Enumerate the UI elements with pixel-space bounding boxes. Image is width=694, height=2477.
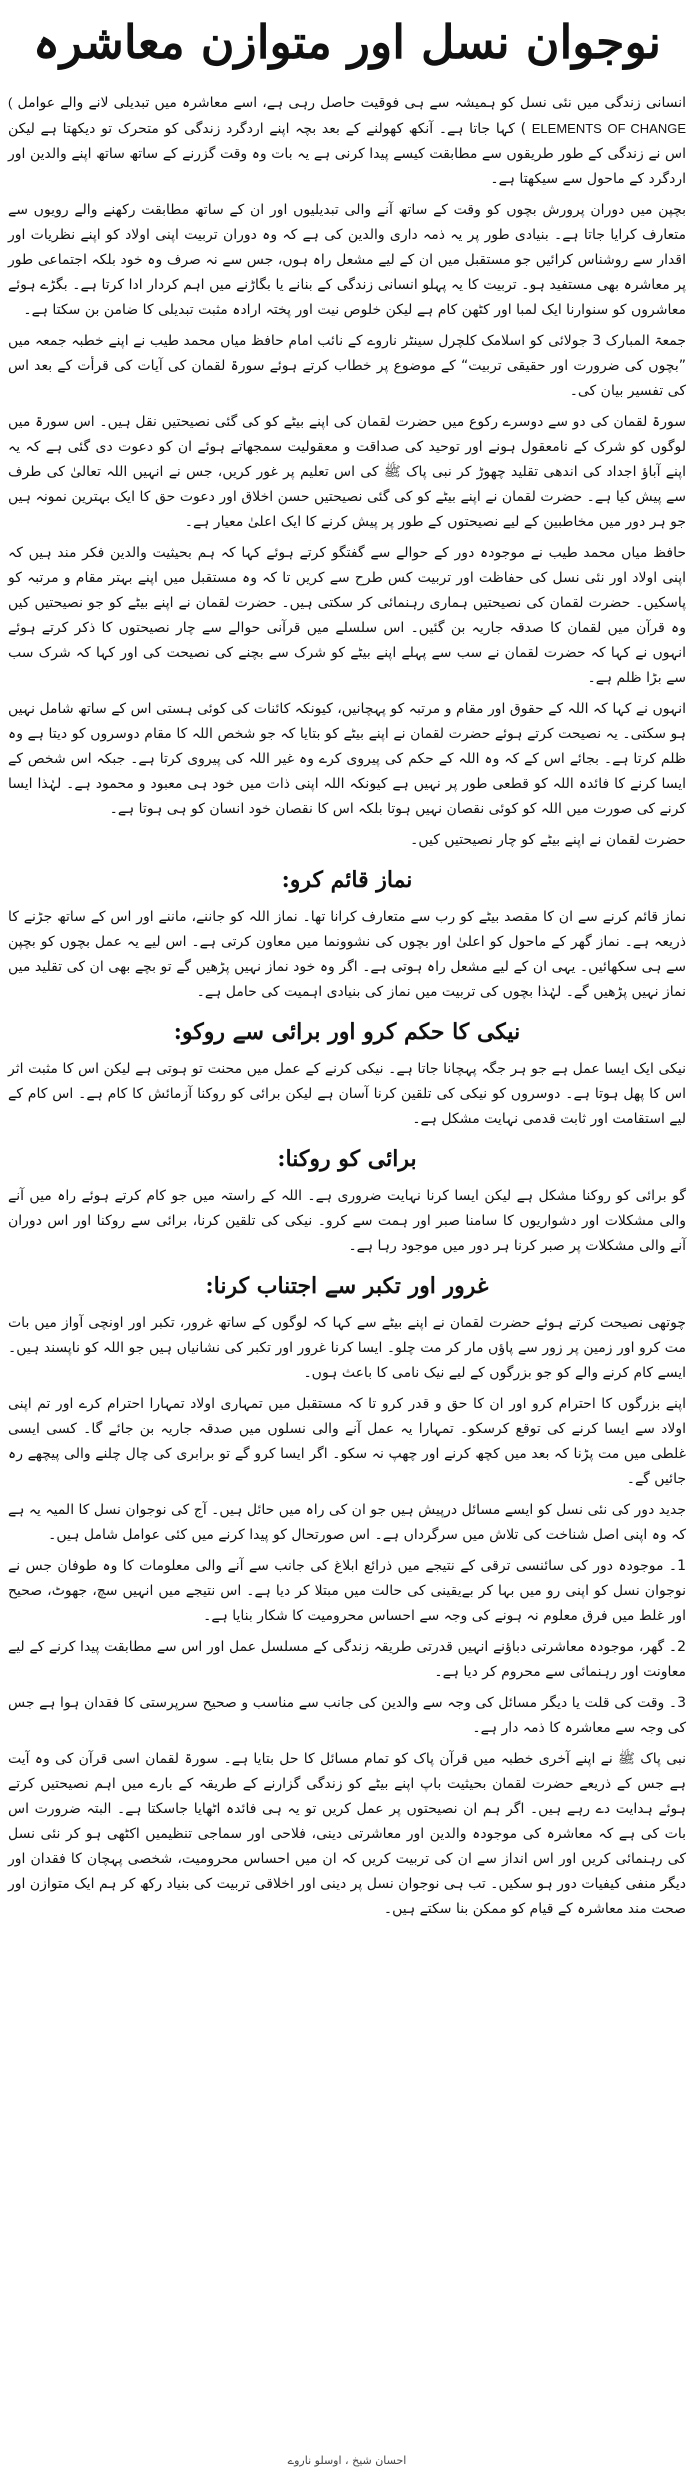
paragraph-intro-6: انہوں نے کہا کہ اللہ کے حقوق اور مقام و مرتبہ کو پہچانیں، کیونکہ کائنات کی کوئی ہستی اس کے ساتھ شامل نہیں ہو سکتی۔ یہ نصیحت کرتے ہوئے حضرت لقمان نے اپنے بیٹے کو بتایا کہ جو شخص اللہ کا مقام دوسروں کو دیتا ہے وہ ظلم کرتا ہے۔ بجائے اس کے کہ وہ اللہ کے حکم کی پیروی کرے وہ غیر اللہ کی پیروی کرتا ہے۔ جبکہ اس شخص کے ایسا کرنے کا فائدہ اللہ کو قطعی طور پر نہیں ہے کیونکہ اللہ اپنی ذات میں خود ہی معبود و محمود ہے۔ لہٰذا ایسا کرنے کی صورت میں اللہ کو کوئی نقصان نہیں ہوتا بلکہ اس کا نقصان خود انسان کو ہی ہوتا ہے۔ — [8, 701, 686, 817]
article-body — [0, 90, 694, 1922]
section-heading-prayer: نماز قائم کرو: — [281, 867, 413, 893]
paragraph-intro-3: جمعۃ المبارک 3 جولائی کو اسلامک کلچرل سینٹر ناروے کے نائب امام حافظ میاں محمد طیب نے اپنے خطبہ جمعہ میں ”بچوں کی ضرورت اور حقیقی تربیت“ کے موضوع پر خطاب کرتے ہوئے سورۃ لقمان کی آیات کی قرأت کے بعد اس کی تفسیر بیان کی۔ — [8, 333, 686, 399]
section-arrogance-paragraph-1: چوتھی نصیحت کرتے ہوئے حضرت لقمان نے اپنے بیٹے سے کہا کہ لوگوں کے ساتھ غرور، تکبر اور اونچی آواز میں بات مت کرو اور زمین پر زور سے پاؤں مار کر مت چلو۔ ایسا کرنا غرور اور تکبر کی نشانیاں ہیں جو اللہ کو ناپسند ہیں۔ ایسے کام کرنے والے کو جو بزرگوں کے لیے نیک نامی کا باعث ہوں۔ — [8, 1315, 686, 1381]
paragraph-intro-7: حضرت لقمان نے اپنے بیٹے کو چار نصیحتیں کیں۔ — [410, 832, 686, 848]
section-heading-good-deeds: نیکی کا حکم کرو اور برائی سے روکو: — [173, 1019, 521, 1045]
section-arrogance-conclusion: نبی پاک ﷺ نے اپنے آخری خطبہ میں قرآن پاک کو تمام مسائل کا حل بتایا ہے۔ سورۃ لقمان اسی قرآن کی وہ آیت ہے جس کے ذریعے حضرت لقمان بحیثیت باپ اپنے بیٹے کو زندگی گزارنے کے طریقہ کے بارے میں اہم نصیحتیں کرتے ہوئے ہدایت دے رہے ہیں۔ اگر ہم ان نصیحتوں پر عمل کریں تو یہ ہی فائدہ اٹھایا جاسکتا ہے۔ البتہ ضرورت اس بات کی ہے کہ معاشرہ کی موجودہ والدین اور معاشرتی دینی، فلاحی اور سماجی تنظیمیں اکٹھی ہو کر نئی نسل کی رہنمائی کریں اور اس انداز سے ان کی تربیت کریں کہ ان میں احساس محرومیت، شخصی پہچان کا فقدان اور دیگر منفی کیفیات دور ہو سکیں۔ تب ہی نوجوان نسل پر دینی اور اخلاقی تربیت کی بنیاد رکھ کر ہم ایک متوازن اور صحت مند معاشرہ کے قیام کو ممکن بنا سکتے ہیں۔ — [8, 1751, 686, 1917]
section-good-deeds-paragraph: نیکی ایک ایسا عمل ہے جو ہر جگہ پہچانا جاتا ہے۔ نیکی کرنے کے عمل میں محنت تو ہوتی ہے لیکن اس کا مثبت اثر اس کا پھل ہوتا ہے۔ دوسروں کو نیکی کی تلقین کرنا آسان ہے لیکن برائی کو روکنا آزمائش کا کام ہے۔ اس کام کے لیے استقامت اور ثابت قدمی نہایت مشکل ہے۔ — [8, 1061, 686, 1127]
section-heading-arrogance: غرور اور تکبر سے اجتناب کرنا: — [205, 1273, 489, 1299]
section-arrogance-paragraph-3: جدید دور کی نئی نسل کو ایسے مسائل درپیش ہیں جو ان کی راہ میں حائل ہیں۔ آج کی نوجوان نسل کا المیہ یہ ہے کہ وہ اپنی اصل شناخت کی تلاش میں سرگرداں ہے۔ اس صورتحال کو پیدا کرنے میں کئی عوامل شامل ہیں۔ — [8, 1502, 686, 1543]
paragraph-intro-5: حافظ میاں محمد طیب نے موجودہ دور کے حوالے سے گفتگو کرتے ہوئے کہا کہ ہم بحیثیت والدین فکر مند ہیں کہ اپنی اولاد اور نئی نسل کی حفاظت اور تربیت کس طرح سے کریں تا کہ وہ مستقبل میں اپنے بہتر مقام و مرتبہ کو پاسکیں۔ حضرت لقمان کی نصیحتیں ہماری رہنمائی کر سکتی ہیں۔ حضرت لقمان نے اپنے بیٹے کو جو نصیحتیں کیں وہ قرآن میں لقمان کا صدقہ جاریہ بن گئیں۔ اس سلسلے میں قرآنی حوالے سے چار نصیحتوں کا ذکر کرتے ہوئے انہوں نے کہا کہ حضرت لقمان نے سب سے پہلے اپنے بیٹے کو شرک سے بچنے کی نصیحت کی اور کہا کہ شرک سب سے بڑا ظلم ہے۔ — [8, 545, 686, 686]
list-item-1: 1۔ موجودہ دور کی سائنسی ترقی کے نتیجے میں ذرائع ابلاغ کی جانب سے آنے والی معلومات کا وہ طوفان جس نے نوجوان نسل کو اپنی رو میں بہا کر بےیقینی کی حالت میں مبتلا کر دیا ہے۔ اس نتیجے میں انہیں سچ، جھوٹ، صحیح اور غلط میں فرق معلوم نہ ہونے کی وجہ سے احساس محرومیت کا شکار بنایا ہے۔ — [8, 1558, 686, 1624]
article-title: نوجوان نسل اور متوازن معاشرہ — [32, 15, 662, 69]
intro-text-b: ) کہا جاتا ہے۔ آنکھ کھولنے کے بعد بچہ اپنے اردگرد زندگی کو متحرک تو دیکھتا ہے لیکن اس نے زندگی کے طور طریقوں سے مطابقت کیسے پیدا کرنی ہے یہ بات وہ وقت گزرنے کے ساتھ ساتھ اپنے والدین اور اردگرد کے ماحول سے سیکھتا ہے۔ — [8, 121, 686, 187]
list-item-2: 2۔ گھر، موجودہ معاشرتی دباؤنے انہیں قدرتی طریقہ زندگی کے مسلسل عمل اور اس سے مطابقت پیدا کرنے کے لیے معاونت اور رہنمائی سے محروم کر دیا ہے۔ — [8, 1639, 686, 1680]
intro-text-a: انسانی زندگی میں نئی نسل کو ہمیشہ سے ہی فوقیت حاصل رہی ہے، اسے معاشرہ میں تبدیلی لانے والے عوامل — [17, 95, 686, 111]
section-prayer-paragraph: نماز قائم کرنے سے ان کا مقصد بیٹے کو رب سے متعارف کرانا تھا۔ نماز اللہ کو جاننے، ماننے اور اس کے ساتھ جڑنے کا ذریعہ ہے۔ نماز گھر کے ماحول کو اعلیٰ اور بچوں کی نشوونما میں معاون کرتی ہے۔ اس لیے یہ عمل بچوں کو بچپن سے ہی سکھائیں۔ یہی ان کے لیے مشعل راہ ہوتی ہے۔ اگر وہ خود نماز نہیں پڑھیں گے تو بچے بھی ان کی تقلید میں نماز نہیں پڑھیں گے۔ لہٰذا بچوں کی تربیت میں نماز کی بنیادی اہمیت کی حامل ہے۔ — [8, 909, 686, 1000]
list-item-3: 3۔ وقت کی قلت یا دیگر مسائل کی وجہ سے والدین کی جانب سے مناسب و صحیح سرپرستی کا فقدان ہوا ہے جس کی وجہ سے معاشرہ کا ذمہ دار ہے۔ — [8, 1695, 686, 1736]
section-heading-stop-evil: برائی کو روکنا: — [277, 1146, 417, 1172]
paragraph-intro-1 — [8, 90, 686, 192]
author-signature: احسان شیخ ، اوسلو ناروے — [287, 2454, 407, 2467]
intro-english-term-a: ( ELEMENTS — [8, 95, 602, 136]
section-arrogance-paragraph-2: اپنے بزرگوں کا احترام کرو اور ان کا حق و قدر کرو تا کہ مستقبل میں تمہاری اولاد تمہارا احترام کرے اور تم اپنی اولاد سے ایسا کرنے کی توقع کرسکو۔ تمہارا یہ عمل آنے والی نسلوں میں صدقہ جاریہ بن جائے گا۔ کسی ایسی غلطی میں مت پڑنا کہ بعد میں کچھ کرنے اور چھپ نہ سکو۔ اگر ایسا کرو گے تو برابری کی چال چلنے والی پیچھے رہ جائیں گے۔ — [8, 1396, 686, 1487]
paragraph-intro-4: سورۃ لقمان کی دو سے دوسرے رکوع میں حضرت لقمان کی اپنے بیٹے کو کی گئی نصیحتیں نقل ہیں۔ اس سورۃ میں لوگوں کو شرک کے نامعقول ہونے اور توحید کی صداقت و معقولیت سمجھاتے ہوئے ان کو دعوت دی گئی ہے کہ یہ اپنے آباؤ اجداد کی اندھی تقلید چھوڑ کر نبی پاک ﷺ کی اس تعلیم پر غور کریں، جس نے انہیں اللہ تعالیٰ کی طرف سے پیش کیا ہے۔ حضرت لقمان نے اپنے بیٹے کو کی گئی نصیحتیں حسن اخلاق اور دعوت حق کا ایک بہترین نمونہ ہیں جو ہر دور میں مخاطبین کے لیے نصیحتوں کے طور پر پیش کرنے کا ایک اعلیٰ معیار ہے۔ — [8, 414, 686, 530]
paragraph-intro-2: بچپن میں دوران پرورش بچوں کو وقت کے ساتھ آنے والی تبدیلیوں اور ان کے ساتھ مطابقت رکھنے والے رویوں سے متعارف کرایا جاتا ہے۔ بنیادی طور پر یہ ذمہ داری والدین کی ہے کہ وہ دوران تربیت اپنی اولاد کو اپنے نظریات اور اقدار سے روشناس کرائیں جو مستقبل میں ان کے لیے مشعل راہ ہوں، جس سے نہ صرف وہ خود بلکہ اجتماعی طور پر معاشرہ بھی مستفید ہو۔ تربیت کا یہ پہلو انسانی زندگی کے بنانے یا بگاڑنے میں اہم کردار ادا کرتا ہے۔ بگڑے ہوئے معاشروں کو سنوارنا ایک لمبا اور کٹھن کام ہے لیکن خلوص نیت اور پختہ ارادہ مثبت تبدیلی کا ضامن بن سکتا ہے۔ — [8, 202, 686, 318]
section-stop-evil-paragraph: گو برائی کو روکنا مشکل ہے لیکن ایسا کرنا نہایت ضروری ہے۔ اللہ کے راستہ میں جو کام کرتے ہوئے راہ میں آنے والی مشکلات اور دشواریوں کا سامنا صبر اور ہمت سے کرو۔ نیکی کی تلقین کرنا، برائی سے روکنا اور اس دوران آنے والی مشکلات پر صبر کرنا ہر دور میں موجود رہا ہے۔ — [8, 1188, 686, 1254]
intro-english-term-b: OF CHANGE — [607, 121, 687, 136]
